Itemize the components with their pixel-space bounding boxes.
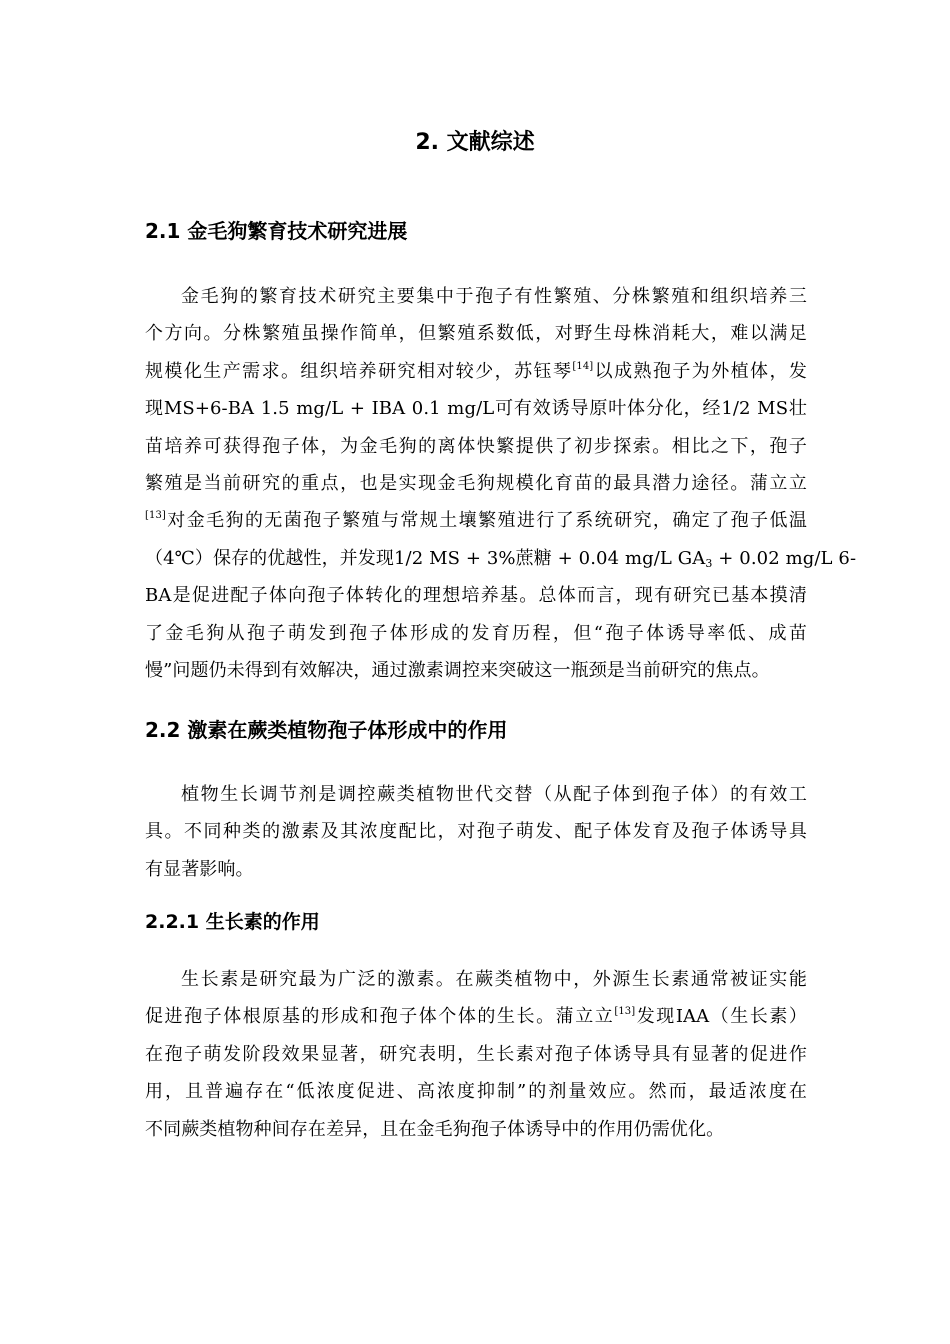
text-line: 植物生长调节剂是调控蕨类植物世代交替（从配子体到孢子体）的有效工 bbox=[181, 784, 807, 805]
section-heading-2-2: 2.2 激素在蕨类植物孢子体形成中的作用 bbox=[145, 718, 508, 742]
citation-ref[interactable]: [14] bbox=[572, 360, 594, 372]
text-line: 在孢子萌发阶段效果显著，研究表明，生长素对孢子体诱导具有显著的促进作 bbox=[145, 1043, 807, 1065]
text-line: （4℃）保存的优越性，并发现1/2 MS + 3%蔗糖 + 0.04 mg/L $GA_3 + 0.02$ mg/L 6- bbox=[145, 547, 857, 570]
paragraph-2-2-1 bbox=[145, 961, 807, 1148]
text-line: 了金毛狗从孢子萌发到孢子体形成的发育历程，但“孢子体诱导率低、成苗 bbox=[145, 622, 807, 644]
text-line: 金毛狗的繁育技术研究主要集中于孢子有性繁殖、分株繁殖和组织培养三 bbox=[181, 286, 807, 307]
text-line: 用，且普遍存在“低浓度促进、高浓度抑制”的剂量效应。然而，最适浓度在 bbox=[145, 1081, 807, 1103]
text-line: 个方向。分株繁殖虽操作简单，但繁殖系数低，对野生母株消耗大，难以满足 bbox=[145, 323, 807, 345]
text-line: 有显著影响。 bbox=[145, 858, 254, 880]
paragraph-2-2 bbox=[145, 776, 807, 888]
citation-ref[interactable]: [13] bbox=[614, 1006, 636, 1018]
subsection-heading-2-2-1: 2.2.1 生长素的作用 bbox=[145, 911, 320, 933]
text-line: [13]对金毛狗的无菌孢子繁殖与常规土壤繁殖进行了系统研究，确定了孢子低温 bbox=[145, 510, 807, 532]
text-line: 繁殖是当前研究的重点，也是实现金毛狗规模化育苗的最具潜力途径。蒲立立 bbox=[145, 473, 807, 495]
text-line: 具。不同种类的激素及其浓度配比，对孢子萌发、配子体发育及孢子体诱导具 bbox=[145, 821, 807, 843]
text-line: 不同蕨类植物种间存在差异，且在金毛狗孢子体诱导中的作用仍需优化。 bbox=[145, 1118, 725, 1140]
text-line: BA是促进配子体向孢子体转化的理想培养基。总体而言，现有研究已基本摸清 bbox=[145, 585, 807, 607]
text-line: 规模化生产需求。组织培养研究相对较少，苏钰琴[14]以成熟孢子为外植体，发 bbox=[145, 360, 807, 382]
paragraph-2-1 bbox=[145, 278, 857, 689]
text-line: 苗培养可获得孢子体，为金毛狗的离体快繁提供了初步探索。相比之下，孢子 bbox=[145, 435, 807, 457]
citation-ref[interactable]: [13] bbox=[145, 510, 166, 522]
subscript: 3 bbox=[705, 556, 713, 570]
text-line: 促进孢子体根原基的形成和孢子体个体的生长。蒲立立[13]发现IAA（生长素） bbox=[145, 1006, 807, 1028]
text-line: 慢”问题仍未得到有效解决，通过激素调控来突破这一瓶颈是当前研究的焦点。 bbox=[145, 660, 770, 682]
text-line: 现MS+6-BA 1.5 mg/L + IBA 0.1 mg/L可有效诱导原叶体分化，经1/2 MS壮 bbox=[145, 398, 807, 420]
chapter-title: 2. 文献综述 bbox=[415, 130, 535, 155]
section-heading-2-1: 2.1 金毛狗繁育技术研究进展 bbox=[145, 219, 408, 243]
text-line: 生长素是研究最为广泛的激素。在蕨类植物中，外源生长素通常被证实能 bbox=[181, 969, 807, 990]
